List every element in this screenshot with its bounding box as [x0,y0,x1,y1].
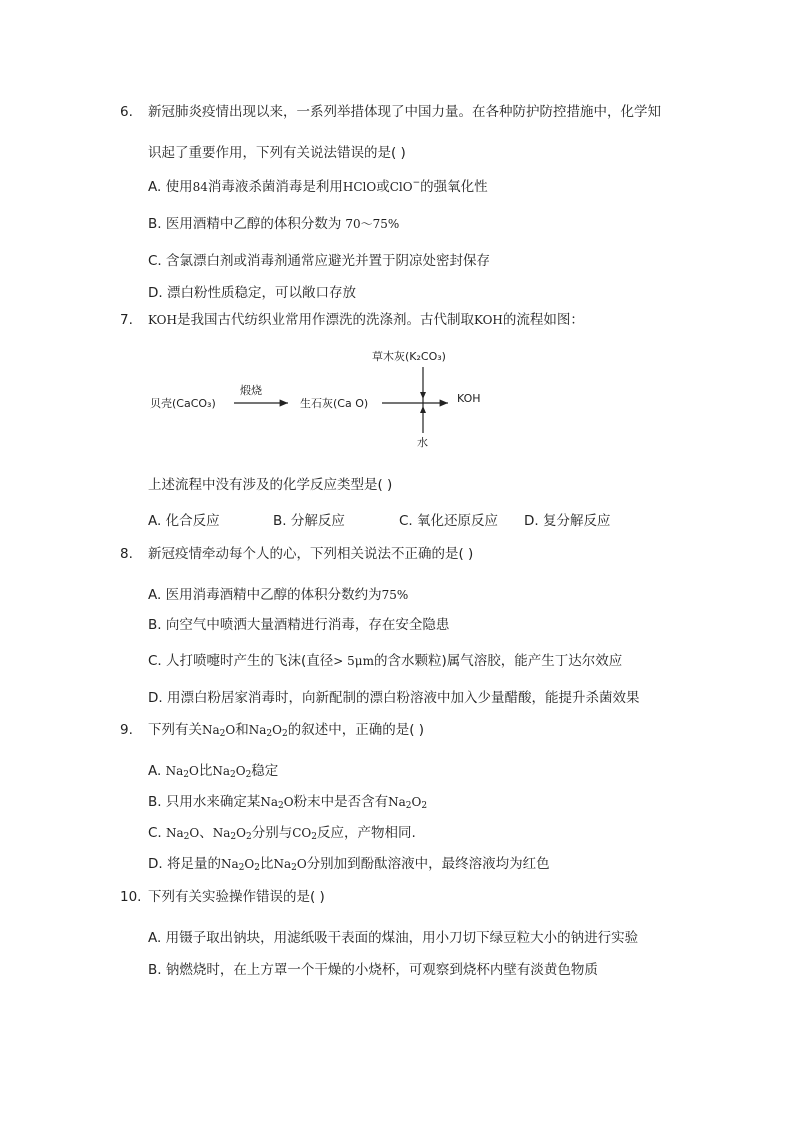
formula-na2o2: $Na_2O_2$ [212,826,252,842]
process-flow-diagram [140,345,500,455]
question-stem-line2: 识起了重要作用，下列有关说法错误的是( ) [148,145,406,161]
option-b: B. 向空气中喷洒大量酒精进行消毒，存在安全隐患 [148,617,450,633]
question-number: 8. [120,546,133,562]
option-d: D. 复分解反应 [524,513,611,529]
label-water: 水 [417,436,428,449]
option-b: B. 钠燃烧时，在上方罩一个干燥的小烧杯，可观察到烧杯内壁有淡黄色物质 [148,962,598,978]
question-stem: 新冠肺炎疫情出现以来，一系列举措体现了中国力量。在各种防护防控措施中，化学知 [148,104,661,120]
formula-na2o: $Na_2O$ [165,764,199,780]
formula-na2o2: $Na_2O_2$ [212,764,252,780]
formula-na2o: $Na_2O$ [260,795,294,811]
option-c: C. 氧化还原反应 [399,513,499,529]
formula-na2o: $Na_2O$ [166,826,200,842]
option-d: D. 漂白粉性质稳定，可以敞口存放 [148,285,356,301]
option-a: A. 使用84消毒液杀菌消毒是利用HClO或ClO−的强氧化性 [148,178,488,195]
option-c: C. 人打喷嚏时产生的飞沫(直径> 5μm的含水颗粒)属气溶胶，能产生丁达尔效应 [148,653,623,669]
option-b: B. 医用酒精中乙醇的体积分数为 70～75% [148,216,400,232]
option-a: A. $Na_2O$比$Na_2O_2$稳定 [148,763,279,780]
formula-na2o: $Na_2O$ [202,723,236,739]
label-cao: 生石灰(Ca O) [300,397,369,410]
question-10 [120,889,690,905]
option-b: B. 只用水来确定某$Na_2O$粉末中是否含有$Na_2O_2$ [148,794,428,811]
down-arrowhead [420,392,426,399]
option-c: C. $Na_2O$、$Na_2O_2$分别与$CO_2$反应，产物相同. [148,825,416,842]
question-stem: 新冠疫情牵动每个人的心，下列相关说法不正确的是( ) [148,546,474,562]
option-b: B. 分解反应 [273,513,345,529]
question-number: 7. [120,312,133,328]
question-stem-line2: 上述流程中没有涉及的化学反应类型是( ) [148,477,393,493]
formula-co2: $CO_2$ [292,826,317,842]
question-8 [120,546,690,562]
question-number: 10. [120,889,142,905]
question-stem: 下列有关实验操作错误的是( ) [148,889,325,905]
label-caco3: 贝壳(CaCO₃) [150,397,216,410]
question-stem: 下列有关$Na_2O$和$Na_2O_2$的叙述中，正确的是( ) [148,722,425,739]
option-d: D. 将足量的$Na_2O_2$比$Na_2O$分别加到酚酞溶液中，最终溶液均为红色 [148,856,550,873]
question-7 [120,312,690,328]
question-6 [120,104,690,120]
formula-na2o2: $Na_2O_2$ [220,857,260,873]
options-row [148,509,728,527]
formula-na2o: $Na_2O$ [273,857,307,873]
label-koh: KOH [457,392,481,405]
formula-na2o2: $Na_2O_2$ [248,723,288,739]
question-stem: KOH是我国古代纺织业常用作漂洗的洗涤剂。古代制取KOH的流程如图： [148,312,584,328]
question-number: 6. [120,104,133,120]
label-k2co3: 草木灰(K₂CO₃) [372,350,446,363]
label-calcine: 煅烧 [240,384,262,397]
formula-na2o2: $Na_2O_2$ [388,795,428,811]
option-a: A. 医用消毒酒精中乙醇的体积分数约为75% [148,587,409,603]
question-9 [120,722,690,740]
option-c: C. 含氯漂白剂或消毒剂通常应避光并置于阴凉处密封保存 [148,253,491,269]
up-arrowhead [420,406,426,413]
question-number: 9. [120,722,133,738]
option-d: D. 用漂白粉居家消毒时，向新配制的漂白粉溶液中加入少量醋酸，能提升杀菌效果 [148,690,640,706]
option-a: A. 化合反应 [148,513,220,529]
option-a: A. 用镊子取出钠块，用滤纸吸干表面的煤油，用小刀切下绿豆粒大小的钠进行实验 [148,930,639,946]
